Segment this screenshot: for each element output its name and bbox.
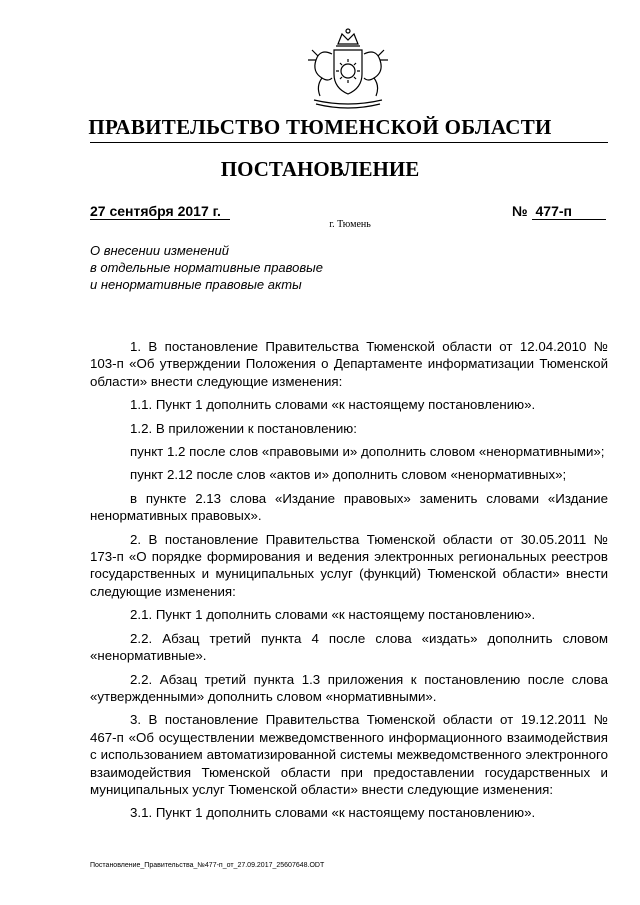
paragraph: 2.2. Абзац третий пункта 4 после слова «издать» дополнить словом «ненормативные». xyxy=(90,630,608,664)
paragraph: 1. В постановление Правительства Тюменской области от 12.04.2010 № 103-п «Об утверждении Положения о Департаменте информатизации Тюменской области» внести следующие изменения: xyxy=(90,339,608,389)
coat-of-arms-icon xyxy=(298,26,398,110)
subject-line: О внесении изменений xyxy=(90,243,229,258)
subject-line: и ненормативные правовые акты xyxy=(90,277,302,292)
document-subject xyxy=(90,242,323,293)
paragraph: 2. В постановление Правительства Тюменской области от 30.05.2011 № 173-п «О порядке формирования и ведения электронных региональных реестров государственных и муниципальных услуг (функций) Тюменской области» внести следующие изменения: xyxy=(90,531,608,599)
file-footer: Постановление_Правительства_№477-п_от_27.09.2017_25607648.ODT xyxy=(90,862,325,869)
paragraph: 3.1. Пункт 1 дополнить словами «к настоящему постановлению». xyxy=(130,805,536,821)
document-date: 27 сентября 2017 г. xyxy=(90,203,230,220)
paragraph: 1.1. Пункт 1 дополнить словами «к настоящему постановлению». xyxy=(130,397,536,413)
subject-line: в отдельные нормативные правовые xyxy=(90,260,323,275)
number-label: № xyxy=(512,203,528,219)
paragraph: 3. В постановление Правительства Тюменской области от 19.12.2011 № 467-п «Об осуществлении межведомственного информационного взаимодействия с использованием автоматизированной системы межведомственного электронного взаимодействия Тюменской области при предоставлении государственных и муниципальных услуг Тюменской области» внести следующие изменения: xyxy=(90,712,608,797)
document-type: ПОСТАНОВЛЕНИЕ xyxy=(220,157,420,181)
document-body xyxy=(90,338,608,828)
document-number xyxy=(512,203,606,220)
organization-title: ПРАВИТЕЛЬСТВО ТЮМЕНСКОЙ ОБЛАСТИ xyxy=(88,115,552,139)
paragraph: 1.2. В приложении к постановлению: xyxy=(130,420,357,436)
paragraph: пункт 2.12 после слов «актов и» дополнить словом «ненормативных»; xyxy=(130,467,567,483)
paragraph: 2.2. Абзац третий пункта 1.3 приложения к постановлению после слова «утвержденными» дополнить словом «нормативными». xyxy=(90,671,608,704)
paragraph: пункт 1.2 после слов «правовыми и» дополнить словом «ненормативными»; xyxy=(130,444,605,460)
city: г. Тюмень xyxy=(329,219,371,230)
divider xyxy=(90,142,608,143)
paragraph: 2.1. Пункт 1 дополнить словами «к настоящему постановлению». xyxy=(130,607,536,623)
paragraph: в пункте 2.13 слова «Издание правовых» заменить словами «Издание ненормативных правовых». xyxy=(90,490,608,524)
number-value: 477-п xyxy=(532,203,606,220)
